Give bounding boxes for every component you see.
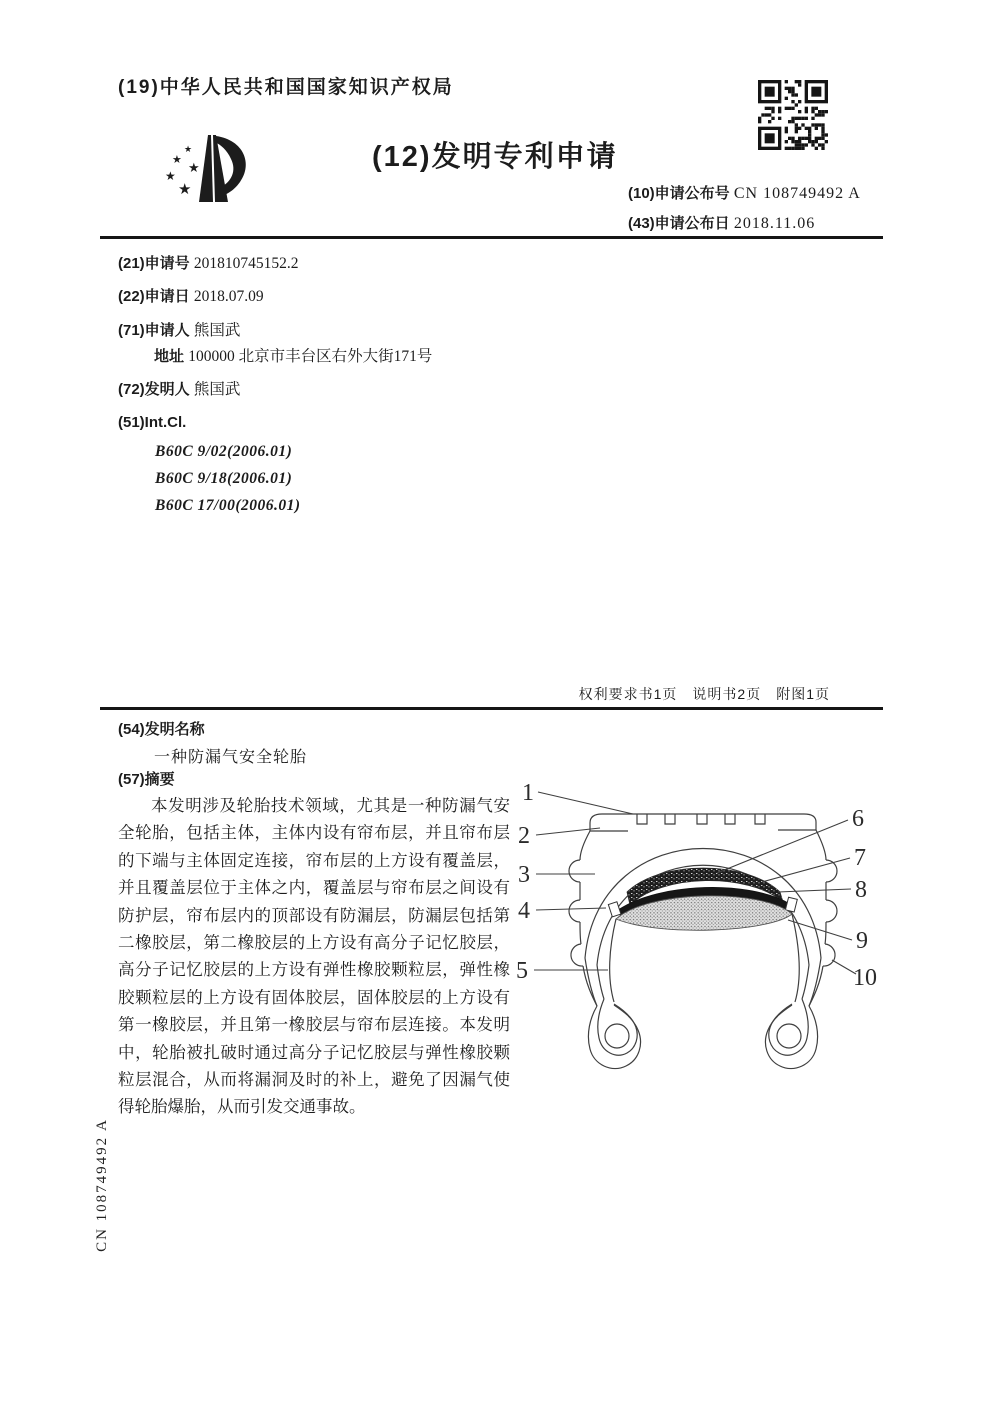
- figure-label-7: 7: [854, 845, 866, 871]
- application-number-value: 201810745152.2: [193, 255, 299, 272]
- figure-label-2: 2: [518, 823, 530, 849]
- invention-title: 一种防漏气安全轮胎: [154, 749, 308, 766]
- pages-info: 权利要求书1页 说明书2页 附图1页: [578, 686, 830, 702]
- filing-date-row: [118, 285, 264, 306]
- svg-text:★: ★: [172, 154, 182, 166]
- intcl-item: B60C 17/00(2006.01): [155, 497, 301, 514]
- svg-text:★: ★: [184, 144, 193, 154]
- address-label: 地址: [154, 348, 185, 365]
- intcl-row: [118, 414, 186, 431]
- pub-number-value: CN 108749492 A: [733, 185, 861, 202]
- doc-type-title: (12)发明专利申请: [372, 141, 618, 173]
- application-number-label: (21)申请号: [118, 255, 190, 272]
- figure-label-9: 9: [856, 928, 868, 954]
- intcl-item: B60C 9/18(2006.01): [155, 470, 293, 487]
- inventor-value: 熊国武: [193, 381, 241, 398]
- invention-title-label: (54)发明名称: [118, 721, 205, 738]
- figure-label-6: 6: [852, 806, 864, 832]
- band-end-cap-right: [785, 897, 797, 912]
- applicant-label: (71)申请人: [118, 322, 190, 339]
- figure-label-8: 8: [855, 877, 867, 903]
- address-value: 100000 北京市丰台区右外大街171号: [188, 348, 433, 365]
- inventor-row: [118, 377, 240, 399]
- inventor-label: (72)发明人: [118, 381, 190, 398]
- patent-office-line: (19)中华人民共和国国家知识产权局: [118, 77, 454, 98]
- figure-label-4: 4: [518, 898, 530, 924]
- tire-outline: [569, 814, 837, 1069]
- figure-label-5: 5: [516, 958, 528, 984]
- vertical-publication-number: CN 108749492 A: [94, 1118, 110, 1252]
- figure-label-3: 3: [518, 862, 530, 888]
- filing-date-label: (22)申请日: [118, 288, 190, 305]
- svg-text:★: ★: [178, 181, 192, 198]
- publication-block: [628, 179, 861, 239]
- section-divider: [100, 707, 883, 710]
- abstract-label: (57)摘要: [118, 771, 175, 788]
- figure-leader-lines: [534, 792, 856, 974]
- intcl-item: B60C 9/02(2006.01): [155, 443, 293, 460]
- tire-layer-bands: [608, 868, 797, 930]
- svg-text:★: ★: [165, 169, 176, 183]
- qr-code: [758, 80, 828, 150]
- pub-date-label: (43)申请公布日: [628, 215, 730, 232]
- band-end-cap-left: [608, 902, 621, 917]
- address-row: [154, 344, 432, 366]
- svg-text:★: ★: [188, 160, 200, 175]
- figure-label-10: 10: [853, 965, 877, 991]
- intcl-label: (51)Int.Cl.: [118, 414, 187, 431]
- figure-number-labels: [516, 780, 877, 991]
- application-number-row: [118, 252, 298, 273]
- pub-number-row: [628, 179, 861, 209]
- tire-cross-section-figure: [500, 752, 900, 1092]
- pub-date-value: 2018.11.06: [733, 215, 816, 232]
- figure-label-1: 1: [522, 780, 534, 806]
- filing-date-value: 2018.07.09: [193, 288, 264, 305]
- pub-date-row: [628, 209, 861, 239]
- applicant-value: 熊国武: [193, 322, 241, 339]
- abstract-text: 本发明涉及轮胎技术领域，尤其是一种防漏气安全轮胎，包括主体，主体内设有帘布层，并且帘布层的下端与主体固定连接，帘布层的上方设有覆盖层，并且覆盖层位于主体之内，覆盖层与帘布层之间设有防护层，帘布层内的顶部设有防漏层，防漏层包括第二橡胶层，第二橡胶层的上方设有高分子记忆胶层，高分子记忆胶层的上方设有弹性橡胶颗粒层，弹性橡胶颗粒层的上方设有固体胶层，固体胶层的上方设有第一橡胶层，并且第一橡胶层与帘布层连接。本发明中，轮胎被扎破时通过高分子记忆胶层与弹性橡胶颗粒层混合，从而将漏洞及时的补上，避免了因漏气使得轮胎爆胎，从而引发交通事故。: [118, 796, 510, 1117]
- pub-number-label: (10)申请公布号: [628, 185, 730, 202]
- header-divider: [100, 236, 883, 239]
- applicant-row: [118, 318, 240, 340]
- sipo-logo-icon: [150, 120, 270, 224]
